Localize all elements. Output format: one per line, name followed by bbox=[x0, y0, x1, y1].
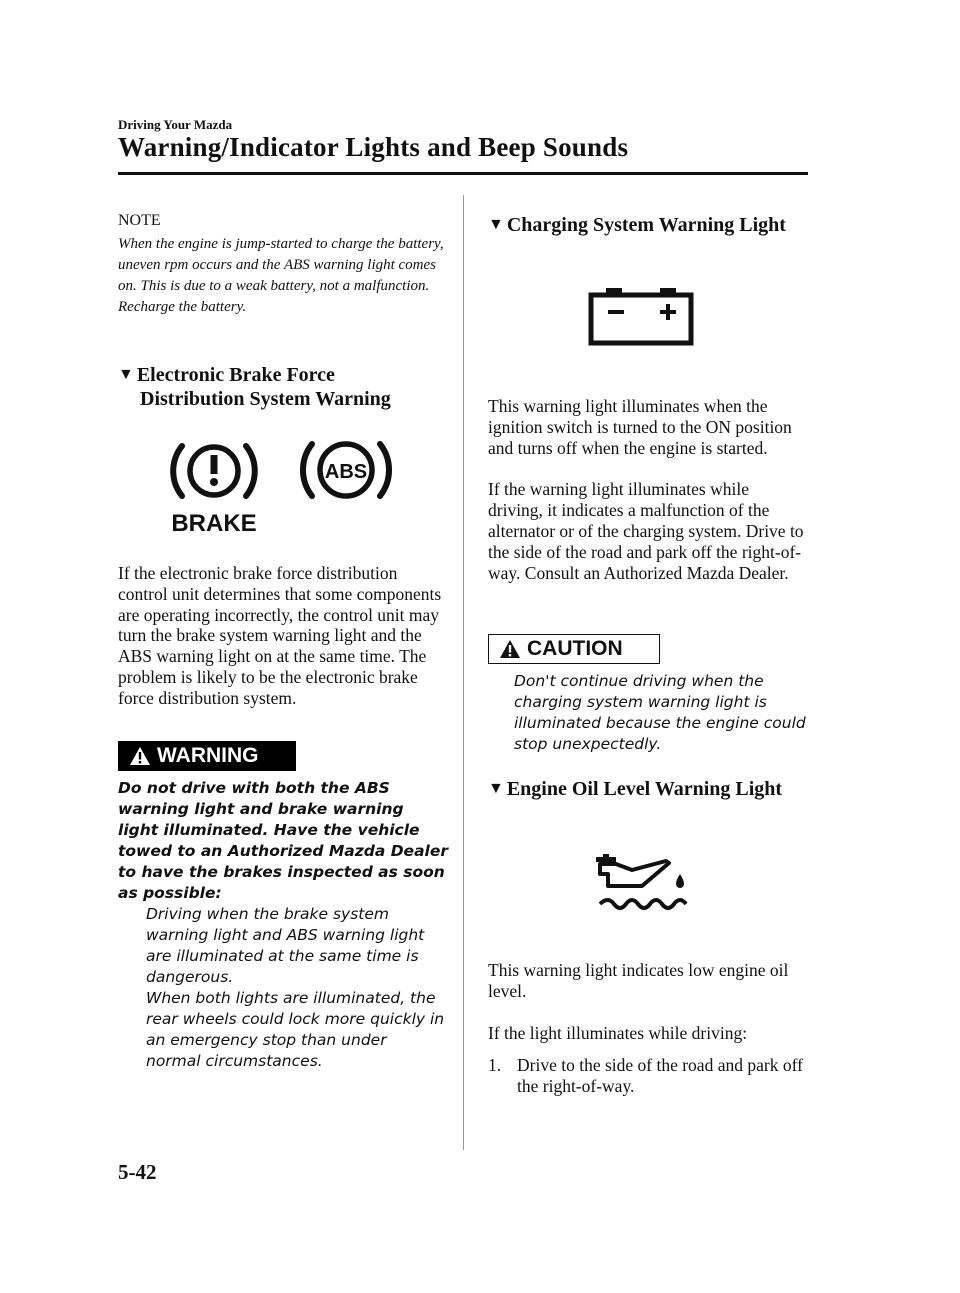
header-rule bbox=[118, 172, 808, 175]
page-title: Warning/Indicator Lights and Beep Sounds bbox=[118, 132, 629, 162]
warning-banner bbox=[118, 741, 296, 771]
charging-heading: ▼ Charging System Warning Light bbox=[488, 214, 786, 236]
note-line-1: When the engine is jump-started to charge the battery, uneven rpm occurs and the ABS warning light comes on. This is due to a weak battery, not a malfunction. bbox=[118, 236, 444, 294]
caution-label: CAUTION bbox=[527, 637, 623, 660]
brake-warning-icon bbox=[168, 438, 260, 534]
ebd-heading: ▼ Electronic Brake Force Distribution System Warning bbox=[118, 364, 391, 410]
oil-heading: ▼ Engine Oil Level Warning Light bbox=[488, 778, 783, 800]
column-divider bbox=[463, 195, 464, 1150]
abs-icon-label: ABS bbox=[324, 461, 368, 483]
caution-text: Don't continue driving when the charging system warning light is illuminated because the engine could stop unexpectedly. bbox=[514, 672, 806, 753]
note-line-2: Recharge the battery. bbox=[118, 299, 247, 315]
abs-warning-icon bbox=[296, 434, 396, 506]
warning-text: Do not drive with both the ABS warning light and brake warning light illuminated. Have the vehicle towed to an Authorized Mazda Dealer to have the brakes inspected as soon as possible: bbox=[118, 779, 448, 902]
battery-icon bbox=[588, 286, 694, 346]
note-title: NOTE bbox=[118, 212, 161, 229]
section-triangle-icon: ▼ bbox=[488, 780, 504, 797]
page-number: 5-42 bbox=[118, 1160, 157, 1184]
charging-body: This warning light illuminates when the ignition switch is turned to the ON position and turns off when the engine is started. If the warning light illuminates while driving, it indicates a malfunction of the alternator or of the charging system. Drive to the side of the road and park off the right-of-way. Consult an Authorized Mazda Dealer. bbox=[488, 396, 804, 583]
caution-triangle-icon bbox=[499, 639, 521, 659]
warning-label: WARNING bbox=[157, 744, 259, 767]
chapter-label: Driving Your Mazda bbox=[118, 117, 233, 132]
section-triangle-icon: ▼ bbox=[488, 216, 504, 233]
brake-icon-label: BRAKE bbox=[171, 510, 257, 534]
list-item: 1. Drive to the side of the road and park off the right-of-way. bbox=[488, 1055, 803, 1096]
warning-subtext: Driving when the brake system warning light and ABS warning light are illuminated at the same time is dangerous. When both lights are illuminated, the rear wheels could lock more quickly in an emergency stop than under normal circumstances. bbox=[146, 905, 445, 1070]
note-body bbox=[118, 234, 448, 318]
warning-triangle-icon bbox=[129, 746, 151, 766]
section-triangle-icon: ▼ bbox=[118, 366, 134, 383]
caution-banner bbox=[488, 634, 660, 664]
oil-body: This warning light indicates low engine oil level. If the light illuminates while driving: bbox=[488, 960, 789, 1043]
ebd-body: If the electronic brake force distribution control unit determines that some components are operating incorrectly, the control unit may turn the brake system warning light and the ABS warning light on at the same time. The problem is likely to be the electronic brake force distribution system. bbox=[118, 563, 442, 708]
oil-level-icon bbox=[594, 852, 694, 912]
